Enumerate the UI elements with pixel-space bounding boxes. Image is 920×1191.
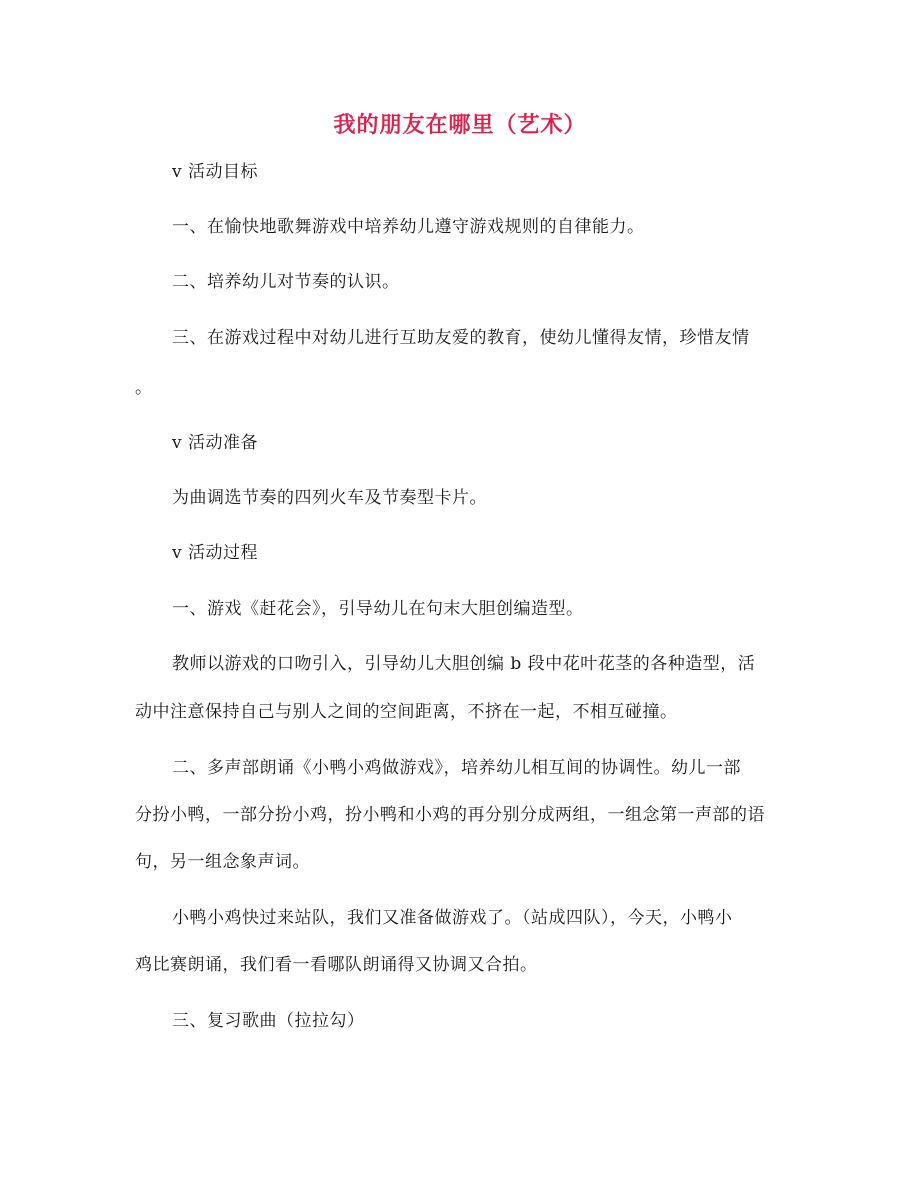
document-title: 我的朋友在哪里（艺术） <box>333 113 587 138</box>
process-step-3: 三、复习歌曲（拉拉勾） <box>172 1011 365 1031</box>
goal-item-2: 二、培养幼儿对节奏的认识。 <box>172 272 400 292</box>
process-step-1-detail-line-1: 教师以游戏的口吻引入，引导幼儿大胆创编 b 段中花叶花茎的各种造型，活 <box>172 654 756 674</box>
goal-item-1: 一、在愉快地歌舞游戏中培养幼儿遵守游戏规则的自律能力。 <box>172 217 645 237</box>
process-step-2-line-3: 句，另一组念象声词。 <box>135 852 310 872</box>
goal-item-3: 三、在游戏过程中对幼儿进行互助友爱的教育，使幼儿懂得友情，珍惜友情 <box>172 328 750 348</box>
process-dialog-line-1: 小鸭小鸡快过来站队，我们又准备做游戏了。（站成四队），今天，小鸭小 <box>172 908 733 928</box>
section-heading-goals: v 活动目标 <box>172 162 259 182</box>
process-dialog-line-2: 鸡比赛朗诵，我们看一看哪队朗诵得又协调又合拍。 <box>135 955 538 975</box>
process-step-1-detail-line-2: 动中注意保持自己与别人之间的空间距离，不挤在一起，不相互碰撞。 <box>135 702 678 722</box>
section-heading-process: v 活动过程 <box>172 543 259 563</box>
process-step-2-line-1: 二、多声部朗诵《小鸭小鸡做游戏》，培养幼儿相互间的协调性。幼儿一部 <box>172 758 741 778</box>
process-step-1: 一、游戏《赶花会》，引导幼儿在句末大胆创编造型。 <box>172 599 584 619</box>
preparation-text: 为曲调选节奏的四列火车及节奏型卡片。 <box>172 488 487 508</box>
goal-item-3-continuation: 。 <box>135 378 153 398</box>
section-heading-preparation: v 活动准备 <box>172 433 259 453</box>
process-step-2-line-2: 分扮小鸭，一部分扮小鸡，扮小鸭和小鸡的再分别分成两组，一组念第一声部的语 <box>135 805 765 825</box>
